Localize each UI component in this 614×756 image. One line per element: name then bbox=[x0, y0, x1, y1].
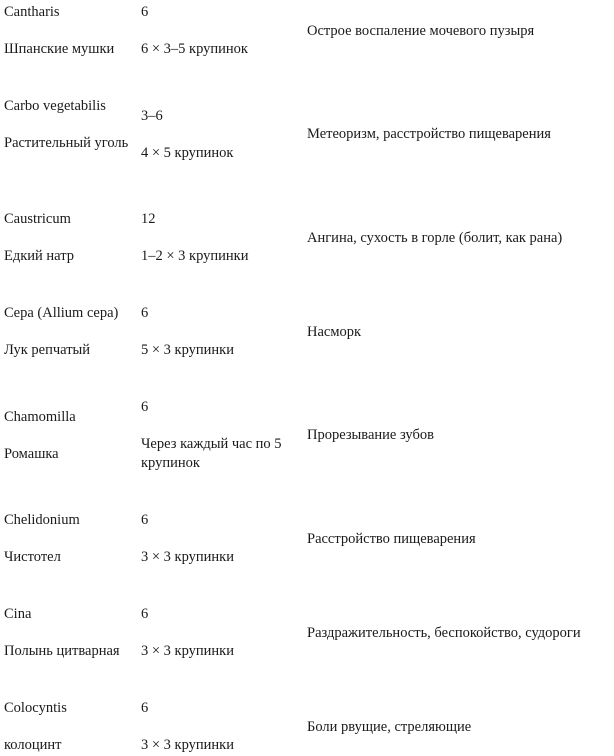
remedy-potency: 6 bbox=[141, 512, 149, 528]
remedy-indication: Ангина, сухость в горле (болит, как рана) bbox=[307, 230, 563, 246]
remedy-potency: 6 bbox=[141, 700, 149, 716]
remedy-indication: Боли рвущие, стреляющие bbox=[307, 719, 472, 735]
remedy-indication: Насморк bbox=[307, 324, 362, 340]
remedy-dosage: 3 × 3 крупинки bbox=[141, 643, 234, 659]
remedy-indication: Расстройство пищеварения bbox=[307, 531, 476, 547]
remedy-latin-name: Carbo vegetabilis bbox=[4, 98, 106, 114]
remedy-russian-name: колоцинт bbox=[4, 737, 62, 753]
remedy-russian-name: Полынь цитварная bbox=[4, 643, 120, 659]
remedy-russian-name: Чистотел bbox=[4, 549, 61, 565]
remedy-potency: 12 bbox=[141, 211, 156, 227]
remedy-dosage: 3 × 3 крупинки bbox=[141, 549, 234, 565]
remedy-russian-name: Растительный уголь bbox=[4, 135, 129, 151]
remedy-potency: 6 bbox=[141, 305, 149, 321]
remedy-indication: Острое воспаление мочевого пузыря bbox=[307, 23, 535, 39]
remedy-dosage: Через каждый час по 5 крупинок bbox=[141, 436, 282, 471]
remedy-indication: Раздражительность, беспокойство, судороги bbox=[307, 625, 581, 641]
remedy-potency: 3–6 bbox=[141, 108, 163, 124]
remedy-latin-name: Cantharis bbox=[4, 4, 60, 20]
remedy-latin-name: Cepa (Allium cepa) bbox=[4, 305, 119, 321]
remedy-dosage: 6 × 3–5 крупинок bbox=[141, 41, 248, 57]
remedy-latin-name: Chelidonium bbox=[4, 512, 80, 528]
remedy-latin-name: Cina bbox=[4, 606, 32, 622]
remedy-russian-name: Едкий натр bbox=[4, 248, 75, 264]
remedy-indication: Метеоризм, расстройство пищеварения bbox=[307, 126, 551, 142]
remedy-dosage: 3 × 3 крупинки bbox=[141, 737, 234, 753]
remedy-potency: 6 bbox=[141, 606, 149, 622]
remedy-russian-name: Лук репчатый bbox=[4, 342, 91, 358]
remedy-russian-name: Шпанские мушки bbox=[4, 41, 115, 57]
remedy-potency: 6 bbox=[141, 4, 149, 20]
remedy-dosage: 4 × 5 крупинок bbox=[141, 145, 234, 161]
remedy-indication: Прорезывание зубов bbox=[307, 427, 434, 443]
remedy-latin-name: Chamomilla bbox=[4, 409, 76, 425]
remedy-dosage: 1–2 × 3 крупинки bbox=[141, 248, 249, 264]
remedy-latin-name: Caustricum bbox=[4, 211, 71, 227]
remedy-potency: 6 bbox=[141, 399, 149, 415]
remedy-dosage: 5 × 3 крупинки bbox=[141, 342, 234, 358]
remedy-russian-name: Ромашка bbox=[4, 446, 59, 462]
remedy-latin-name: Colocyntis bbox=[4, 700, 67, 716]
